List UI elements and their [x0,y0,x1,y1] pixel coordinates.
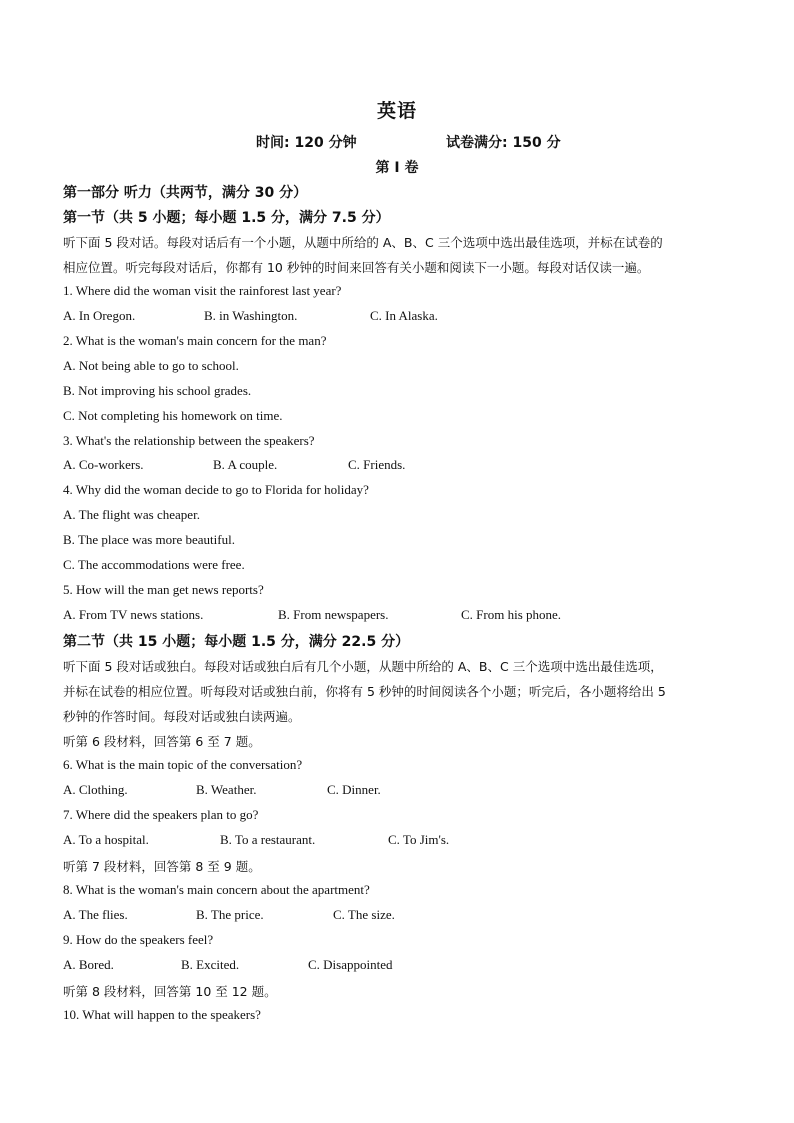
question-5-stem: 5. How will the man get news reports? [63,582,264,597]
material-7-note: 听第 7 段材料，回答第 8 至 9 题。 [63,859,261,874]
option-a: A. The flight was cheaper. [63,507,200,522]
volume-label: 第 I 卷 [375,160,419,176]
question-8-stem: 8. What is the woman's main concern about the apartment? [63,882,370,897]
option-c: C. The accommodations were free. [63,557,245,572]
question-4-stem: 4. Why did the woman decide to go to Florida for holiday? [63,482,369,497]
question-10-stem: 10. What will happen to the speakers? [63,1007,261,1022]
exam-score: 试卷满分: 150 分 [446,135,561,151]
option-c: C. The size. [333,907,395,922]
option-b: B. Excited. [181,957,240,972]
option-c: C. From his phone. [461,607,562,622]
material-8-note: 听第 8 段材料，回答第 10 至 12 题。 [63,984,277,999]
part1-heading: 第一部分 听力（共两节，满分 30 分） [63,185,308,201]
option-a: A. To a hospital. [63,832,149,847]
option-b: B. To a restaurant. [220,832,316,847]
option-c: C. Dinner. [327,782,381,797]
section1-instruction-line2: 相应位置。听完每段对话后，你都有 10 秒钟的时间来回答有关小题和阅读下一小题。每段对话仅读一遍。 [63,260,650,275]
section1-instruction-line1: 听下面 5 段对话。每段对话后有一个小题，从题中所给的 A、B、C 三个选项中选出最佳选项，并标在试卷的 [63,235,663,250]
option-b: B. Weather. [196,782,257,797]
exam-title: 英语 [376,101,417,122]
option-a: A. The flies. [63,907,128,922]
section2-instruction-line2: 并标在试卷的相应位置。听每段对话或独白前，你将有 5 秒钟的时间阅读各个小题；听完后，各小题将给出 5 [63,684,666,699]
option-b: B. Not improving his school grades. [63,383,252,398]
question-6-stem: 6. What is the main topic of the conversation? [63,757,303,772]
option-b: B. From newspapers. [278,607,389,622]
option-a: A. From TV news stations. [63,607,204,622]
option-a: A. Not being able to go to school. [63,358,239,373]
material-6-note: 听第 6 段材料，回答第 6 至 7 题。 [63,734,261,749]
option-b: B. The place was more beautiful. [63,532,235,547]
option-a: A. Bored. [63,957,114,972]
question-2-stem: 2. What is the woman's main concern for the man? [63,333,327,348]
option-b: B. in Washington. [204,308,298,323]
section2-instruction-line1: 听下面 5 段对话或独白。每段对话或独白后有几个小题，从题中所给的 A、B、C 三个选项中选出最佳选项， [63,659,663,674]
option-a: A. Co-workers. [63,457,144,472]
option-a: A. Clothing. [63,782,128,797]
option-a: A. In Oregon. [63,308,136,323]
section2-instruction-line3: 秒钟的作答时间。每段对话或独白读两遍。 [63,709,301,724]
question-3-stem: 3. What's the relationship between the speakers? [63,433,315,448]
exam-time: 时间: 120 分钟 [256,135,357,151]
option-b: B. A couple. [213,457,278,472]
option-c: C. In Alaska. [370,308,438,323]
option-c: C. Disappointed [308,957,393,972]
option-c: C. Not completing his homework on time. [63,408,283,423]
option-c: C. To Jim's. [388,832,450,847]
option-b: B. The price. [196,907,264,922]
question-7-stem: 7. Where did the speakers plan to go? [63,807,259,822]
section1-heading: 第一节（共 5 小题；每小题 1.5 分，满分 7.5 分） [63,210,390,226]
question-1-stem: 1. Where did the woman visit the rainforest last year? [63,283,342,298]
option-c: C. Friends. [348,457,406,472]
section2-heading: 第二节（共 15 小题；每小题 1.5 分，满分 22.5 分） [63,634,410,650]
question-9-stem: 9. How do the speakers feel? [63,932,214,947]
